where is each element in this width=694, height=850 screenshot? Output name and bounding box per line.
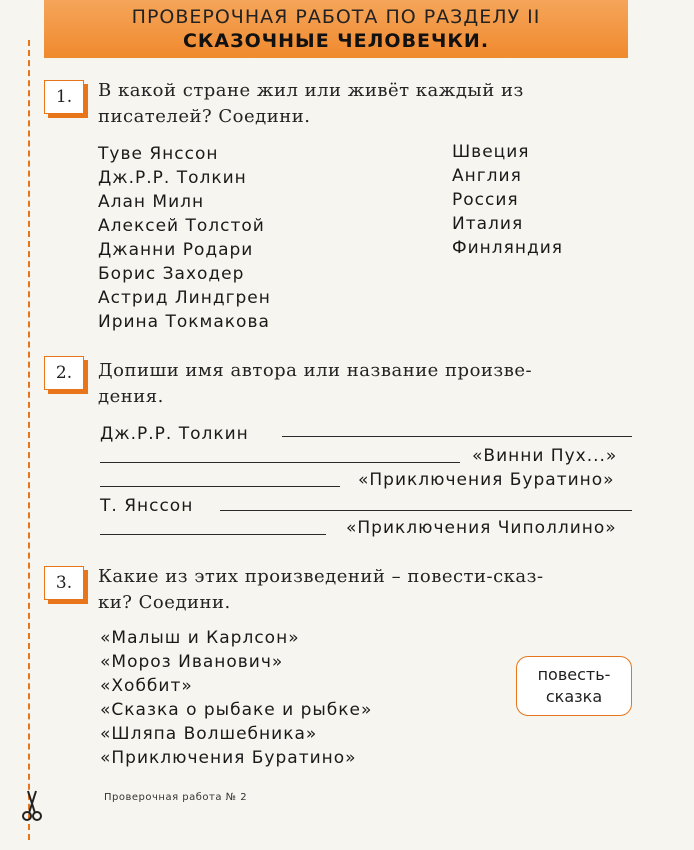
- country-item[interactable]: Финляндия: [452, 238, 564, 258]
- answer-row-label: «Приключения Буратино»: [358, 470, 615, 490]
- header-title: ПРОВЕРОЧНАЯ РАБОТА ПО РАЗДЕЛУ II: [131, 6, 541, 28]
- answer-row-label: Дж.Р.Р. Толкин: [100, 424, 249, 444]
- answer-box-line2: сказка: [545, 687, 603, 706]
- country-item[interactable]: Швеция: [452, 142, 530, 162]
- answer-row-label: Т. Янссон: [100, 496, 194, 516]
- work-item[interactable]: «Приключения Буратино»: [100, 748, 357, 768]
- answer-line[interactable]: [220, 510, 632, 511]
- answer-box-povest-skazka[interactable]: [516, 656, 632, 716]
- work-item[interactable]: «Шляпа Волшебника»: [100, 724, 318, 744]
- question-3-text-line2: ки? Соедини.: [98, 592, 231, 613]
- country-item[interactable]: Англия: [452, 166, 522, 186]
- country-item[interactable]: Россия: [452, 190, 519, 210]
- writer-item[interactable]: Борис Заходер: [98, 264, 245, 284]
- answer-line[interactable]: [282, 436, 632, 437]
- writer-item[interactable]: Астрид Линдгрен: [98, 288, 271, 308]
- section-header: [44, 0, 628, 58]
- question-2-text-line1: Допиши имя автора или название произве-: [98, 360, 533, 381]
- answer-line[interactable]: [100, 462, 460, 463]
- country-item[interactable]: Италия: [452, 214, 524, 234]
- answer-line[interactable]: [100, 486, 340, 487]
- work-item[interactable]: «Мороз Иванович»: [100, 652, 284, 672]
- question-number-3: 3.: [44, 566, 84, 600]
- question-1-text-line2: писателей? Соедини.: [98, 106, 311, 127]
- scissors-icon: [20, 788, 44, 824]
- work-item[interactable]: «Малыш и Карлсон»: [100, 628, 300, 648]
- cut-line: [28, 40, 30, 840]
- work-item[interactable]: «Хоббит»: [100, 676, 193, 696]
- writer-item[interactable]: Дж.Р.Р. Толкин: [98, 168, 247, 188]
- answer-row-label: «Винни Пух...»: [472, 446, 618, 466]
- question-number-2: 2.: [44, 356, 84, 390]
- question-3-text-line1: Какие из этих произведений – повести-сказ-: [98, 566, 544, 587]
- writer-item[interactable]: Алексей Толстой: [98, 216, 265, 236]
- writer-item[interactable]: Джанни Родари: [98, 240, 254, 260]
- answer-box-line1: повесть-: [537, 665, 611, 684]
- header-subtitle: СКАЗОЧНЫЕ ЧЕЛОВЕЧКИ.: [182, 30, 490, 52]
- answer-row-label: «Приключения Чиполлино»: [346, 518, 617, 538]
- writer-item[interactable]: Алан Милн: [98, 192, 205, 212]
- work-item[interactable]: «Сказка о рыбаке и рыбке»: [100, 700, 373, 720]
- writer-item[interactable]: Ирина Токмакова: [98, 312, 270, 332]
- answer-line[interactable]: [100, 534, 326, 535]
- writer-item[interactable]: Туве Янссон: [98, 144, 219, 164]
- question-number-1: 1.: [44, 80, 84, 114]
- question-1-text-line1: В какой стране жил или живёт каждый из: [98, 80, 524, 101]
- question-2-text-line2: дения.: [98, 386, 164, 407]
- footer-text: Проверочная работа № 2: [104, 792, 248, 803]
